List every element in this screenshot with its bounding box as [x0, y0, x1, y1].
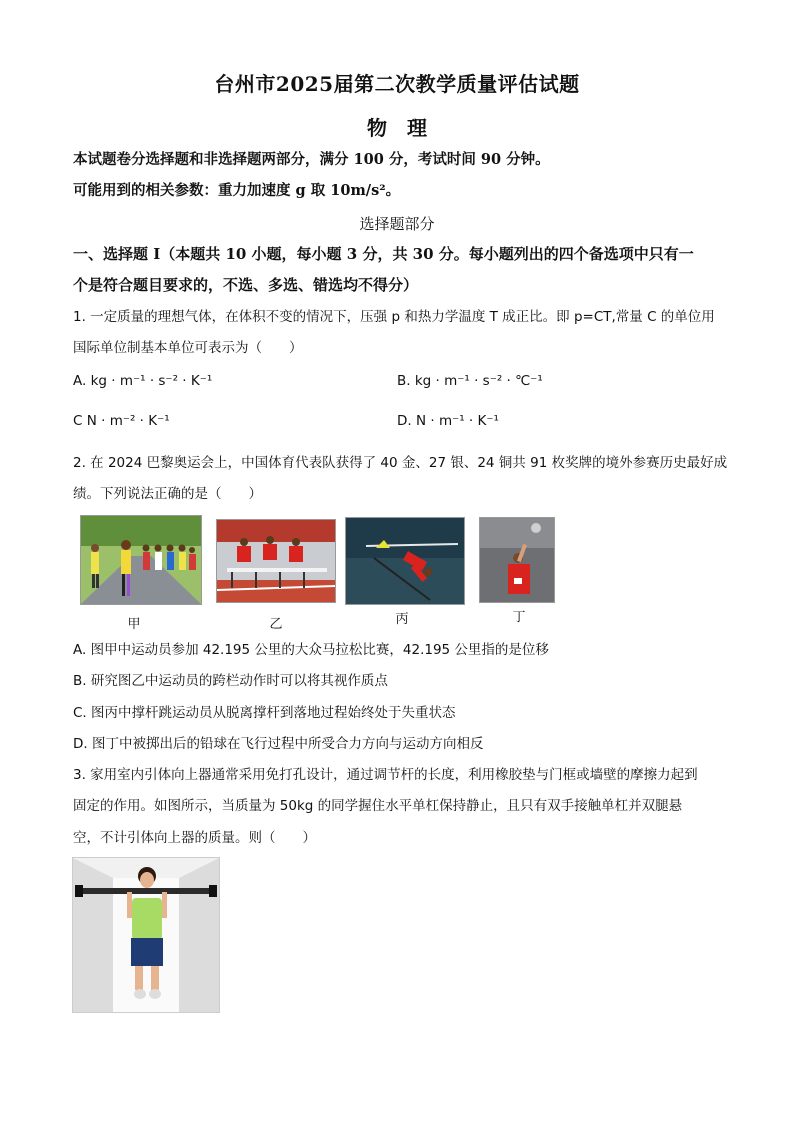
- q1-option-a: A. kg · m⁻¹ · s⁻² · K⁻¹: [73, 373, 213, 389]
- q2-option-b: B. 研究图乙中运动员的跨栏动作时可以将其视作质点: [73, 673, 388, 689]
- pole-vault-photo: [345, 517, 465, 605]
- q1-stem-line-1: 1. 一定质量的理想气体，在体积不变的情况下，压强 p 和热力学温度 T 成正比。即 p=CT,常量 C 的单位用: [73, 309, 715, 325]
- intro-line-2: 可能用到的相关参数：重力加速度 g 取 10m/s²。: [73, 182, 401, 199]
- caption-jia: 甲: [127, 617, 141, 632]
- exam-title: 台州市2025届第二次教学质量评估试题: [214, 72, 580, 96]
- marathon-photo: [80, 515, 202, 605]
- caption-ding: 丁: [512, 610, 526, 625]
- pull-up-photo: [72, 857, 220, 1013]
- section-heading-line-2: 个是符合题目要求的，不选、多选、错选均不得分）: [73, 276, 419, 294]
- q3-stem-line-1: 3. 家用室内引体向上器通常采用免打孔设计，通过调节杆的长度，利用橡胶垫与门框或墙壁的摩擦力起到: [73, 767, 698, 783]
- q2-option-d: D. 图丁中被掷出后的铅球在飞行过程中所受合力方向与运动方向相反: [73, 736, 484, 752]
- subject-title: 物 理: [367, 116, 427, 140]
- caption-bing: 丙: [395, 612, 409, 627]
- q2-stem-line-1: 2. 在 2024 巴黎奥运会上，中国体育代表队获得了 40 金、27 银、24 铜共 91 枚奖牌的境外参赛历史最好成: [73, 455, 728, 471]
- q1-stem-line-2: 国际单位制基本单位可表示为（ ）: [73, 340, 303, 356]
- hurdles-photo: [216, 519, 336, 603]
- section-heading-line-1: 一、选择题 Ⅰ（本题共 10 小题，每小题 3 分，共 30 分。每小题列出的四个备选项中只有一: [73, 245, 694, 263]
- q3-stem-line-3: 空，不计引体向上器的质量。则（ ）: [73, 830, 316, 846]
- q1-option-d: D. N · m⁻¹ · K⁻¹: [397, 413, 499, 429]
- section-title: 选择题部分: [359, 215, 435, 233]
- q1-option-b: B. kg · m⁻¹ · s⁻² · ℃⁻¹: [397, 373, 543, 389]
- intro-line-1: 本试题卷分选择题和非选择题两部分，满分 100 分，考试时间 90 分钟。: [73, 151, 550, 168]
- q1-option-c: C N · m⁻² · K⁻¹: [73, 413, 170, 429]
- q2-option-a: A. 图甲中运动员参加 42.195 公里的大众马拉松比赛，42.195 公里指的是位移: [73, 642, 549, 658]
- q2-option-c: C. 图丙中撑杆跳运动员从脱离撑杆到落地过程始终处于失重状态: [73, 705, 456, 721]
- q3-stem-line-2: 固定的作用。如图所示，当质量为 50kg 的同学握住水平单杠保持静止，且只有双手接触单杠并双腿悬: [73, 798, 683, 814]
- caption-yi: 乙: [269, 617, 283, 632]
- q2-stem-line-2: 绩。下列说法正确的是（ ）: [73, 486, 262, 502]
- shot-put-photo: [479, 517, 555, 603]
